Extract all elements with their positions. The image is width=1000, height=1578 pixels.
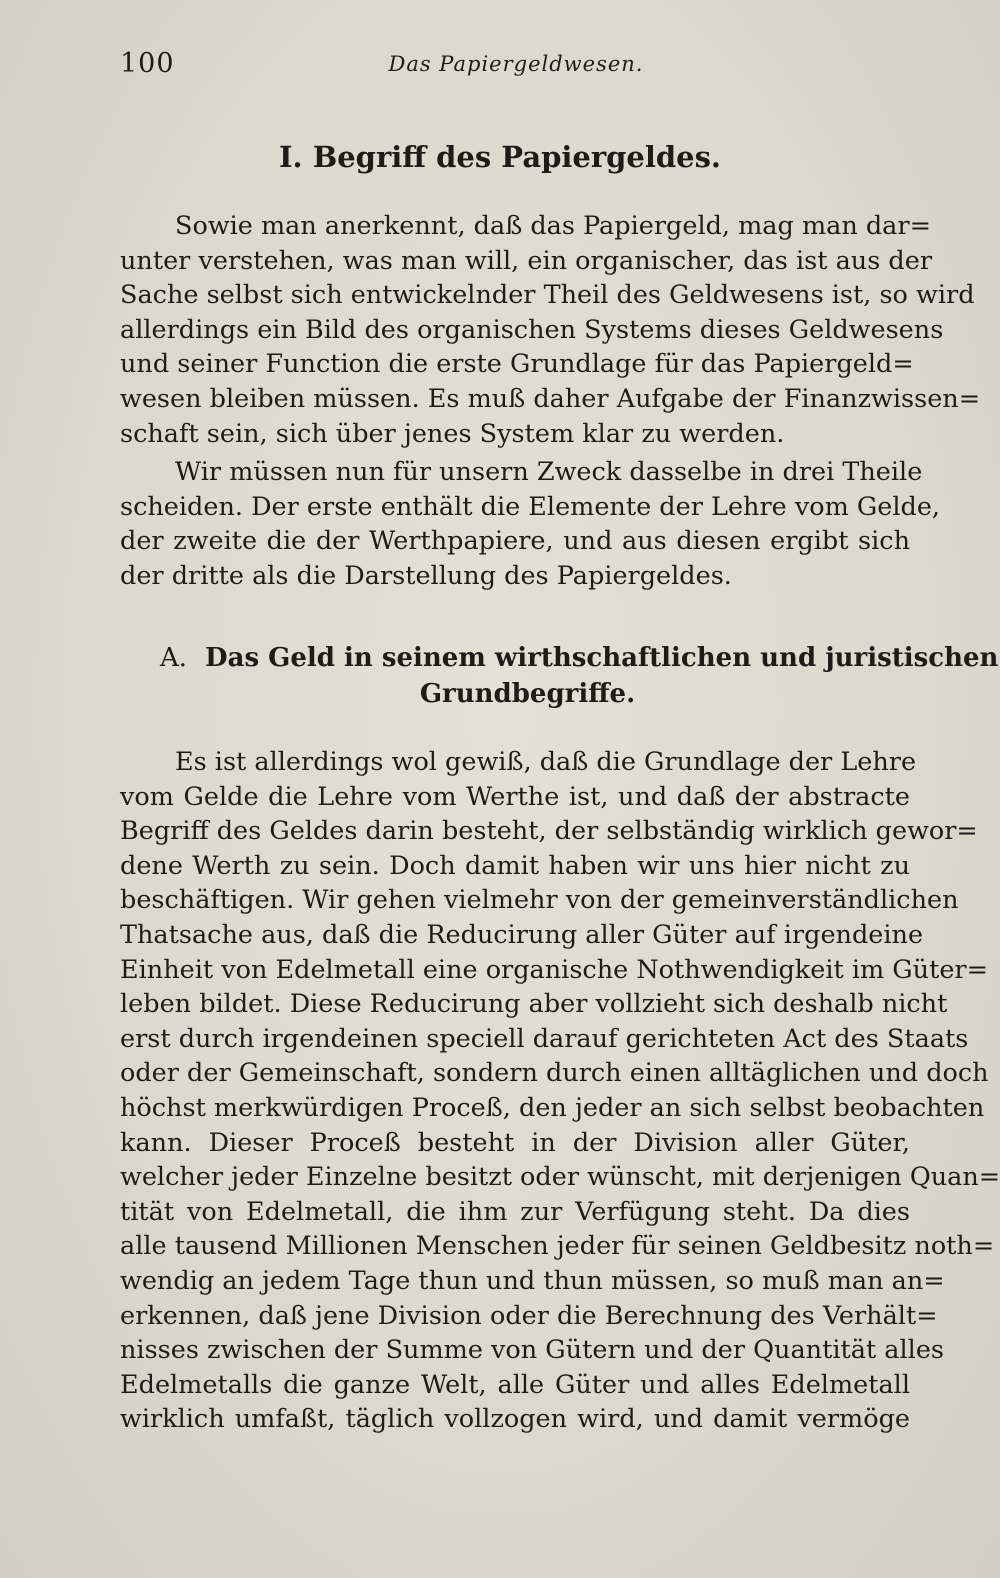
text-line: wesen bleiben müssen. Es muß daher Aufgabe der Finanzwissen= [120, 383, 981, 414]
text-line: wirklich umfaßt, täglich vollzogen wird, und damit vermöge [120, 1404, 910, 1435]
text-line: oder der Gemeinschaft, sondern durch einen alltäglichen und doch [120, 1058, 989, 1089]
text-line: Sache selbst sich entwickelnder Theil des Geldwesens ist, so wird [120, 280, 975, 311]
section-title: I. Begriff des Papiergeldes. [278, 140, 722, 174]
subheading-text: Das Geld in seinem wirthschaftlichen und juristischen [205, 643, 999, 673]
text-line: Es ist allerdings wol gewiß, daß die Grundlage der Lehre [175, 747, 917, 777]
text-line: leben bildet. Diese Reducirung aber vollzieht sich deshalb nicht [120, 989, 948, 1020]
text-line: Wir müssen nun für unsern Zweck dasselbe in drei Theile [175, 457, 923, 487]
text-line: nisses zwischen der Summe von Gütern und der Quantität alles [120, 1335, 944, 1366]
page-header [120, 48, 912, 88]
page-number: 100 [120, 48, 175, 79]
text-line: dene Werth zu sein. Doch damit haben wir uns hier nicht zu [120, 850, 910, 881]
text-line: welcher jeder Einzelne besitzt oder wünscht, mit derjenigen Quan= [120, 1162, 1000, 1193]
running-head: Das Papiergeldwesen. [388, 52, 644, 76]
text-line: Einheit von Edelmetall eine organische Nothwendigkeit im Güter= [120, 954, 988, 985]
text-line: der zweite die der Werthpapiere, und aus diesen ergibt sich [120, 526, 910, 557]
text-line: kann. Dieser Proceß besteht in der Division aller Güter, [120, 1127, 910, 1158]
text-line: alle tausend Millionen Menschen jeder für seinen Geldbesitz noth= [120, 1231, 995, 1262]
subheading-letter: A. [160, 643, 188, 673]
subheading [160, 640, 999, 712]
text-line: scheiden. Der erste enthält die Elemente der Lehre vom Gelde, [120, 491, 941, 522]
paragraph-2 [120, 455, 941, 593]
text-line: Edelmetalls die ganze Welt, alle Güter und alles Edelmetall [120, 1369, 910, 1400]
text-line: allerdings ein Bild des organischen Systems dieses Geldwesens [120, 314, 944, 345]
text-line: erkennen, daß jene Division oder die Berechnung des Verhält= [120, 1300, 938, 1331]
text-line: unter verstehen, was man will, ein organischer, das ist aus der [120, 245, 933, 276]
subheading-line-2: Grundbegriffe. [419, 679, 636, 709]
text-line: der dritte als die Darstellung des Papiergeldes. [120, 560, 732, 591]
text-line: Thatsache aus, daß die Reducirung aller Güter auf irgendeine [120, 919, 924, 950]
text-line: wendig an jedem Tage thun und thun müssen, so muß man an= [120, 1265, 945, 1296]
text-line: beschäftigen. Wir gehen vielmehr von der gemeinverständlichen [120, 885, 959, 916]
text-line: Begriff des Geldes darin besteht, der selbständig wirklich gewor= [120, 816, 978, 847]
text-line: vom Gelde die Lehre vom Werthe ist, und daß der abstracte [120, 781, 910, 812]
subheading-line-1 [160, 640, 999, 676]
text-line: höchst merkwürdigen Proceß, den jeder an sich selbst beobachten [120, 1092, 985, 1123]
text-line: schaft sein, sich über jenes System klar zu werden. [120, 418, 785, 449]
text-line: und seiner Function die erste Grundlage für das Papiergeld= [120, 349, 914, 380]
paragraph-1 [120, 209, 981, 451]
text-line: tität von Edelmetall, die ihm zur Verfügung steht. Da dies [120, 1196, 910, 1227]
text-line: erst durch irgendeinen speciell darauf gerichteten Act des Staats [120, 1023, 969, 1054]
text-line: Sowie man anerkennt, daß das Papiergeld, mag man dar= [175, 211, 931, 241]
paragraph-3 [120, 745, 1000, 1437]
